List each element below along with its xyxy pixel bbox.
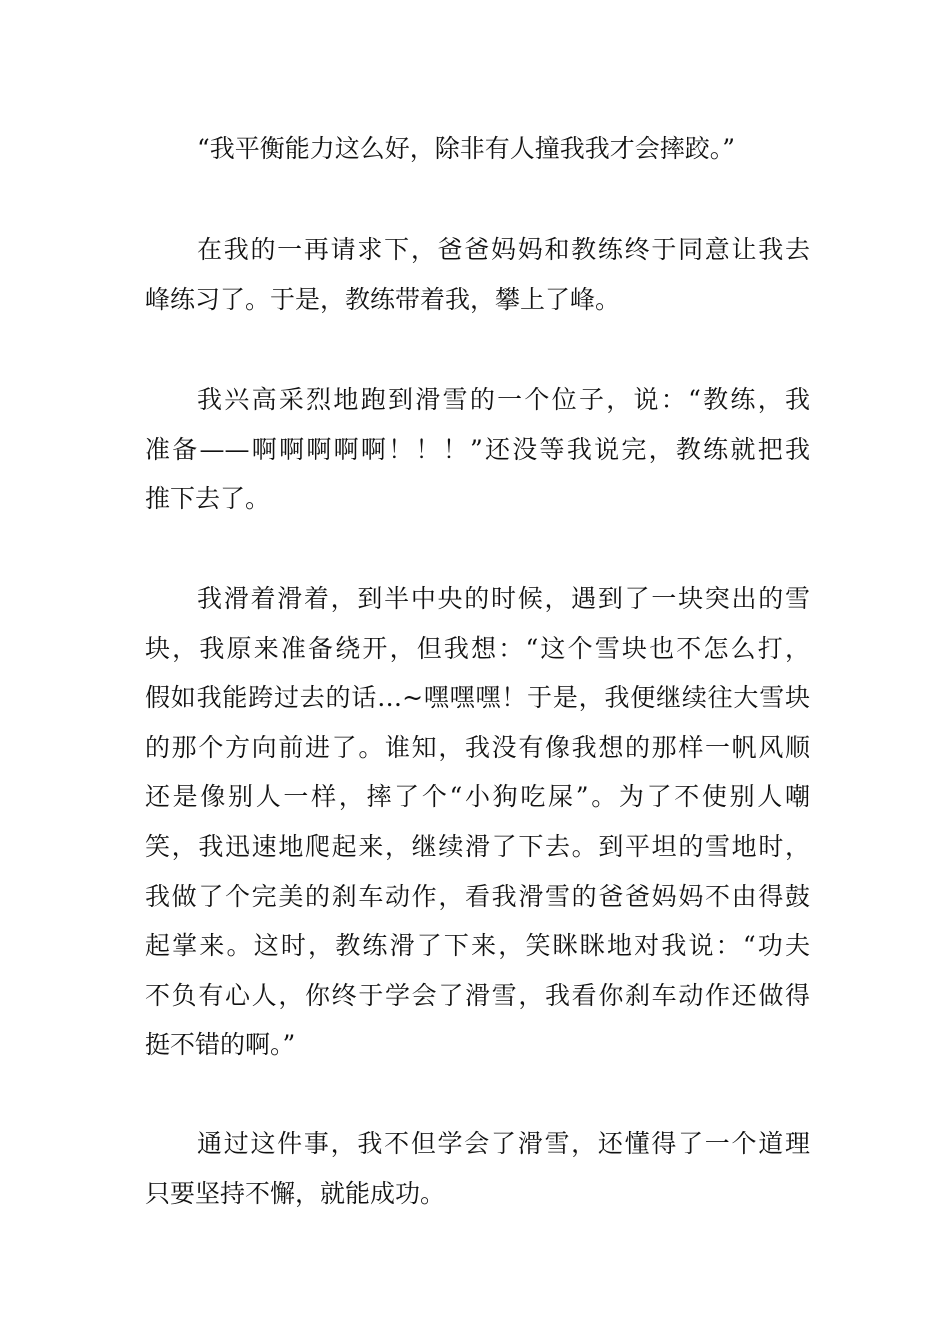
paragraph-line: 不负有心人，你终于学会了滑雪，我看你刹车动作还做得	[145, 980, 810, 1010]
paragraph-line: 我做了个完美的刹车动作，看我滑雪的爸爸妈妈不由得鼓	[145, 881, 810, 911]
paragraph-3	[145, 375, 810, 524]
paragraph-line: 块，我原来准备绕开，但我想：“这个雪块也不怎么打，	[145, 633, 810, 663]
paragraph-line: “我平衡能力这么好，除非有人撞我我才会摔跤。”	[197, 134, 736, 163]
paragraph-line: 通过这件事，我不但学会了滑雪，还懂得了一个道理	[197, 1129, 810, 1158]
paragraph-line: 起掌来。这时，教练滑了下来，笑眯眯地对我说：“功夫	[145, 931, 810, 961]
paragraph-line: 还是像别人一样，摔了个“小狗吃屎”。为了不使别人嘲	[145, 782, 810, 812]
paragraph-line: 我兴高采烈地跑到滑雪的一个位子，说：“教练，我	[197, 385, 810, 414]
paragraph-1	[145, 124, 810, 174]
paragraph-5	[145, 1119, 810, 1218]
paragraph-2	[145, 225, 810, 324]
paragraph-line: 准备——啊啊啊啊啊！！！”还没等我说完，教练就把我	[145, 434, 810, 464]
paragraph-line: 假如我能跨过去的话…~嘿嘿嘿！于是，我便继续往大雪块	[145, 683, 810, 713]
paragraph-line: 在我的一再请求下，爸爸妈妈和教练终于同意让我去	[197, 235, 810, 264]
paragraph-line: 只要坚持不懈，就能成功。	[145, 1178, 446, 1208]
paragraph-line: 峰练习了。于是，教练带着我，攀上了峰。	[145, 284, 621, 314]
paragraph-line: 的那个方向前进了。谁知，我没有像我想的那样一帆风顺	[145, 732, 810, 762]
paragraph-line: 笑，我迅速地爬起来，继续滑了下去。到平坦的雪地时，	[145, 831, 810, 861]
paragraph-4	[145, 574, 810, 1070]
paragraph-line: 推下去了。	[145, 484, 271, 514]
paragraph-line: 我滑着滑着，到半中央的时候，遇到了一块突出的雪	[197, 584, 810, 613]
paragraph-line: 挺不错的啊。”	[145, 1030, 296, 1060]
